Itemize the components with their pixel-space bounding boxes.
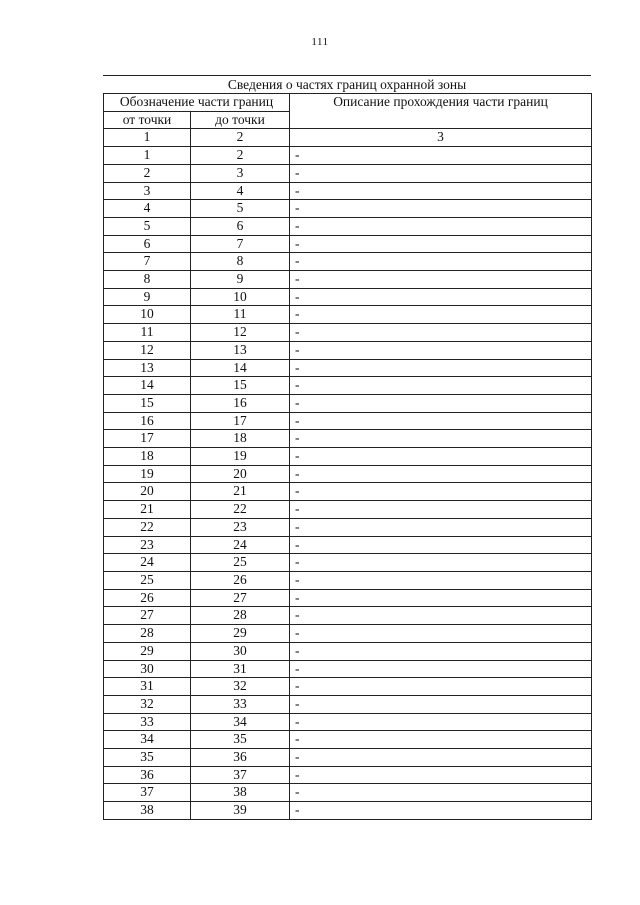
to-point-cell: 17 xyxy=(191,412,290,430)
to-point-cell: 25 xyxy=(191,554,290,572)
description-cell: - xyxy=(290,784,592,802)
table-row xyxy=(104,271,592,289)
from-point-cell: 1 xyxy=(104,147,191,165)
to-point-cell: 7 xyxy=(191,235,290,253)
description-cell: - xyxy=(290,695,592,713)
to-point-cell: 15 xyxy=(191,377,290,395)
header-boundary-designation: Обозначение части границ xyxy=(104,94,290,112)
description-cell: - xyxy=(290,147,592,165)
description-cell: - xyxy=(290,200,592,218)
header-from-point: от точки xyxy=(104,111,191,129)
description-cell: - xyxy=(290,271,592,289)
table-row xyxy=(104,288,592,306)
description-cell: - xyxy=(290,802,592,820)
column-number-2: 2 xyxy=(191,129,290,147)
table-row xyxy=(104,253,592,271)
from-point-cell: 22 xyxy=(104,518,191,536)
description-cell: - xyxy=(290,536,592,554)
to-point-cell: 10 xyxy=(191,288,290,306)
from-point-cell: 3 xyxy=(104,182,191,200)
description-cell: - xyxy=(290,412,592,430)
to-point-cell: 6 xyxy=(191,217,290,235)
to-point-cell: 19 xyxy=(191,448,290,466)
description-cell: - xyxy=(290,554,592,572)
description-cell: - xyxy=(290,377,592,395)
to-point-cell: 16 xyxy=(191,394,290,412)
to-point-cell: 14 xyxy=(191,359,290,377)
table-row xyxy=(104,182,592,200)
to-point-cell: 35 xyxy=(191,731,290,749)
to-point-cell: 18 xyxy=(191,430,290,448)
to-point-cell: 29 xyxy=(191,625,290,643)
description-cell: - xyxy=(290,625,592,643)
from-point-cell: 34 xyxy=(104,731,191,749)
to-point-cell: 34 xyxy=(191,713,290,731)
description-cell: - xyxy=(290,253,592,271)
from-point-cell: 28 xyxy=(104,625,191,643)
from-point-cell: 35 xyxy=(104,749,191,767)
from-point-cell: 23 xyxy=(104,536,191,554)
to-point-cell: 28 xyxy=(191,607,290,625)
from-point-cell: 2 xyxy=(104,164,191,182)
to-point-cell: 12 xyxy=(191,324,290,342)
to-point-cell: 11 xyxy=(191,306,290,324)
column-number-row xyxy=(104,129,592,147)
table-title: Сведения о частях границ охранной зоны xyxy=(103,75,591,93)
from-point-cell: 25 xyxy=(104,571,191,589)
to-point-cell: 33 xyxy=(191,695,290,713)
from-point-cell: 33 xyxy=(104,713,191,731)
description-cell: - xyxy=(290,589,592,607)
from-point-cell: 31 xyxy=(104,678,191,696)
description-cell: - xyxy=(290,660,592,678)
to-point-cell: 37 xyxy=(191,766,290,784)
to-point-cell: 26 xyxy=(191,571,290,589)
description-cell: - xyxy=(290,607,592,625)
table-row xyxy=(104,306,592,324)
to-point-cell: 36 xyxy=(191,749,290,767)
to-point-cell: 21 xyxy=(191,483,290,501)
from-point-cell: 15 xyxy=(104,394,191,412)
from-point-cell: 32 xyxy=(104,695,191,713)
table-row xyxy=(104,377,592,395)
table-row xyxy=(104,235,592,253)
from-point-cell: 7 xyxy=(104,253,191,271)
from-point-cell: 38 xyxy=(104,802,191,820)
from-point-cell: 5 xyxy=(104,217,191,235)
from-point-cell: 29 xyxy=(104,642,191,660)
table-row xyxy=(104,164,592,182)
to-point-cell: 22 xyxy=(191,501,290,519)
description-cell: - xyxy=(290,501,592,519)
table-row xyxy=(104,536,592,554)
table-row xyxy=(104,412,592,430)
description-cell: - xyxy=(290,749,592,767)
to-point-cell: 23 xyxy=(191,518,290,536)
from-point-cell: 12 xyxy=(104,341,191,359)
to-point-cell: 8 xyxy=(191,253,290,271)
table-row xyxy=(104,766,592,784)
from-point-cell: 13 xyxy=(104,359,191,377)
table-row xyxy=(104,483,592,501)
table-body xyxy=(104,147,592,820)
column-number-1: 1 xyxy=(104,129,191,147)
description-cell: - xyxy=(290,483,592,501)
from-point-cell: 16 xyxy=(104,412,191,430)
table-row xyxy=(104,695,592,713)
from-point-cell: 10 xyxy=(104,306,191,324)
table-row xyxy=(104,554,592,572)
from-point-cell: 18 xyxy=(104,448,191,466)
from-point-cell: 4 xyxy=(104,200,191,218)
table-row xyxy=(104,571,592,589)
table-row xyxy=(104,678,592,696)
to-point-cell: 27 xyxy=(191,589,290,607)
table-row xyxy=(104,660,592,678)
description-cell: - xyxy=(290,341,592,359)
description-cell: - xyxy=(290,448,592,466)
to-point-cell: 24 xyxy=(191,536,290,554)
description-cell: - xyxy=(290,518,592,536)
description-cell: - xyxy=(290,713,592,731)
from-point-cell: 20 xyxy=(104,483,191,501)
header-boundary-description: Описание прохождения части границ xyxy=(290,94,592,129)
header-to-point: до точки xyxy=(191,111,290,129)
to-point-cell: 4 xyxy=(191,182,290,200)
description-cell: - xyxy=(290,642,592,660)
description-cell: - xyxy=(290,571,592,589)
header-row-group xyxy=(104,94,592,112)
table-row xyxy=(104,394,592,412)
page-number: 111 xyxy=(311,36,329,48)
description-cell: - xyxy=(290,766,592,784)
table-row xyxy=(104,359,592,377)
from-point-cell: 24 xyxy=(104,554,191,572)
to-point-cell: 32 xyxy=(191,678,290,696)
description-cell: - xyxy=(290,359,592,377)
from-point-cell: 19 xyxy=(104,465,191,483)
table-row xyxy=(104,448,592,466)
from-point-cell: 21 xyxy=(104,501,191,519)
from-point-cell: 6 xyxy=(104,235,191,253)
description-cell: - xyxy=(290,235,592,253)
description-cell: - xyxy=(290,678,592,696)
description-cell: - xyxy=(290,288,592,306)
description-cell: - xyxy=(290,324,592,342)
table-row xyxy=(104,465,592,483)
table-row xyxy=(104,802,592,820)
description-cell: - xyxy=(290,731,592,749)
table-row xyxy=(104,625,592,643)
table-row xyxy=(104,607,592,625)
table-row xyxy=(104,731,592,749)
description-cell: - xyxy=(290,430,592,448)
table-row xyxy=(104,713,592,731)
from-point-cell: 37 xyxy=(104,784,191,802)
table-row xyxy=(104,784,592,802)
description-cell: - xyxy=(290,306,592,324)
from-point-cell: 27 xyxy=(104,607,191,625)
table-row xyxy=(104,324,592,342)
from-point-cell: 11 xyxy=(104,324,191,342)
description-cell: - xyxy=(290,217,592,235)
table-row xyxy=(104,589,592,607)
table-row xyxy=(104,200,592,218)
description-cell: - xyxy=(290,465,592,483)
table-header xyxy=(104,94,592,147)
from-point-cell: 8 xyxy=(104,271,191,289)
from-point-cell: 14 xyxy=(104,377,191,395)
table-row xyxy=(104,341,592,359)
to-point-cell: 20 xyxy=(191,465,290,483)
from-point-cell: 17 xyxy=(104,430,191,448)
to-point-cell: 30 xyxy=(191,642,290,660)
table-row xyxy=(104,501,592,519)
to-point-cell: 2 xyxy=(191,147,290,165)
to-point-cell: 31 xyxy=(191,660,290,678)
from-point-cell: 30 xyxy=(104,660,191,678)
to-point-cell: 9 xyxy=(191,271,290,289)
from-point-cell: 26 xyxy=(104,589,191,607)
description-cell: - xyxy=(290,182,592,200)
table-row xyxy=(104,749,592,767)
to-point-cell: 39 xyxy=(191,802,290,820)
table-row xyxy=(104,430,592,448)
description-cell: - xyxy=(290,164,592,182)
to-point-cell: 3 xyxy=(191,164,290,182)
boundary-table-container xyxy=(103,75,591,820)
description-cell: - xyxy=(290,394,592,412)
table-row xyxy=(104,217,592,235)
column-number-3: 3 xyxy=(290,129,592,147)
boundary-table xyxy=(103,93,592,820)
from-point-cell: 9 xyxy=(104,288,191,306)
to-point-cell: 13 xyxy=(191,341,290,359)
table-row xyxy=(104,518,592,536)
to-point-cell: 5 xyxy=(191,200,290,218)
to-point-cell: 38 xyxy=(191,784,290,802)
table-row xyxy=(104,642,592,660)
table-row xyxy=(104,147,592,165)
from-point-cell: 36 xyxy=(104,766,191,784)
